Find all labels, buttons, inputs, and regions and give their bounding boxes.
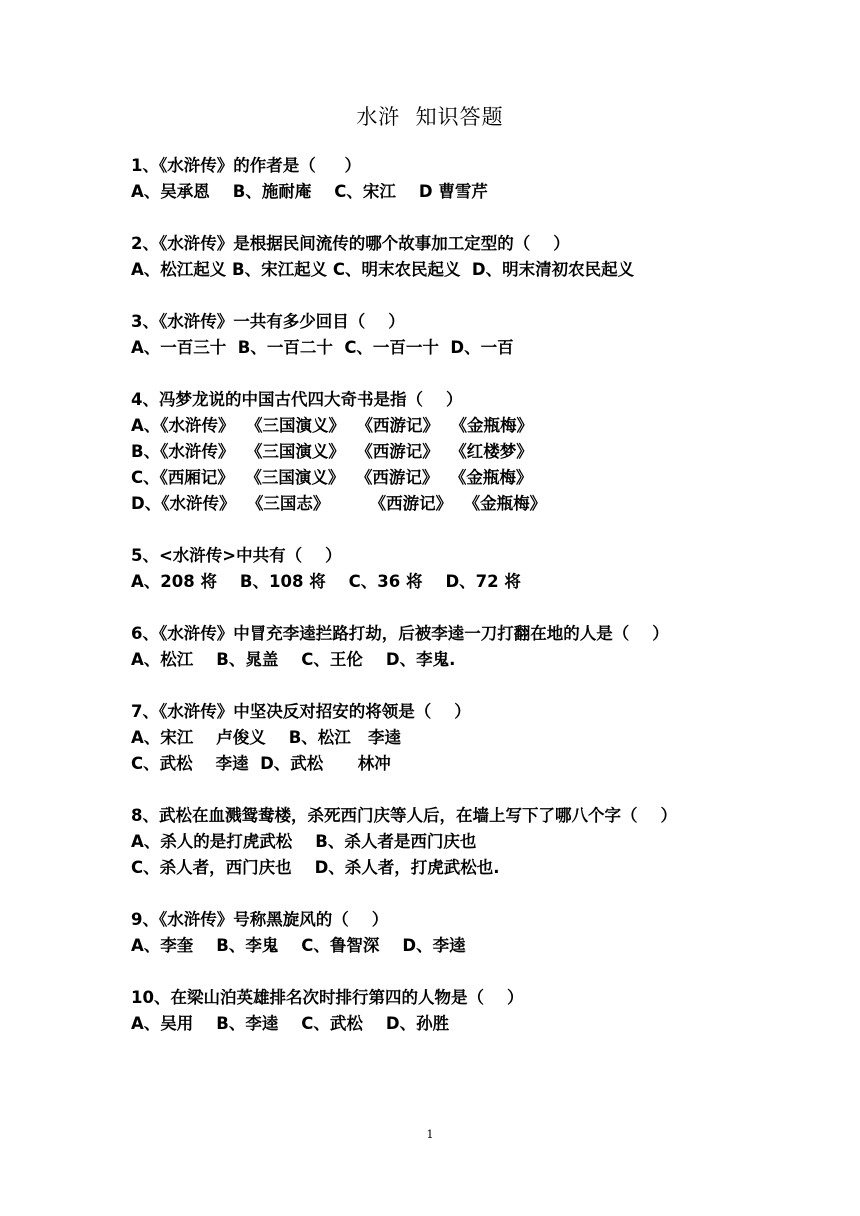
question-text: 2、《水浒传》是根据民间流传的哪个故事加工定型的（ ）: [131, 234, 570, 253]
question-text: 10、在梁山泊英雄排名次时排行第四的人物是（ ）: [131, 988, 524, 1007]
answer-options: A、松江 B、晁盖 C、王伦 D、李鬼.: [131, 650, 456, 669]
answer-options: A、一百三十 B、一百二十 C、一百一十 D、一百: [131, 338, 514, 357]
question-text: 9、《水浒传》号称黑旋风的（ ）: [131, 910, 389, 929]
question-5: [131, 543, 831, 595]
answer-options: A、吴用 B、李逵 C、武松 D、孙胜: [131, 1014, 450, 1033]
question-text: 7、《水浒传》中坚决反对招安的将领是（ ）: [131, 702, 471, 721]
question-text: 1、《水浒传》的作者是（ ）: [131, 156, 361, 175]
question-4: [131, 387, 831, 517]
answer-options: A、吴承恩 B、施耐庵 C、宋江 D 曹雪芹: [131, 182, 488, 201]
page-title: 水浒 知识答题: [356, 105, 504, 129]
question-text: 5、<水浒传>中共有（ ）: [131, 546, 342, 565]
answer-options: A、208 将 B、108 将 C、36 将 D、72 将: [131, 572, 521, 591]
question-text: 4、冯梦龙说的中国古代四大奇书是指（ ）: [131, 390, 463, 409]
answer-option-d: D、《水浒传》 《三国志》 《西游记》 《金瓶梅》: [131, 494, 547, 513]
question-10: [131, 985, 831, 1037]
question-7: [131, 699, 831, 777]
question-2: [131, 231, 831, 283]
answer-options: A、松江起义 B、宋江起义 C、明末农民起义 D、明末清初农民起义: [131, 260, 635, 279]
answer-options-ab: A、杀人的是打虎武松 B、杀人者是西门庆也: [131, 832, 477, 851]
question-text: 3、《水浒传》一共有多少回目（ ）: [131, 312, 405, 331]
question-9: [131, 907, 831, 959]
answer-options-ab: A、宋江 卢俊义 B、松江 李逵: [131, 728, 402, 747]
answer-options-cd: C、武松 李逵 D、武松 林冲: [131, 754, 391, 773]
question-3: [131, 309, 831, 361]
answer-options-cd: C、杀人者，西门庆也 D、杀人者，打虎武松也.: [131, 858, 500, 877]
question-6: [131, 621, 831, 673]
question-8: [131, 803, 831, 881]
answer-option-a: A、《水浒传》 《三国演义》 《西游记》 《金瓶梅》: [131, 416, 533, 435]
answer-options: A、李奎 B、李鬼 C、鲁智深 D、李逵: [131, 936, 466, 955]
answer-option-b: B、《水浒传》 《三国演义》 《西游记》 《红楼梦》: [131, 442, 533, 461]
question-1: [131, 153, 831, 205]
page-number: 1: [426, 1128, 434, 1141]
question-text: 8、武松在血溅鸳鸯楼，杀死西门庆等人后，在墙上写下了哪八个字（ ）: [131, 806, 677, 825]
answer-option-c: C、《西厢记》 《三国演义》 《西游记》 《金瓶梅》: [131, 468, 533, 487]
question-list: [131, 153, 831, 1063]
question-text: 6、《水浒传》中冒充李逵拦路打劫，后被李逵一刀打翻在地的人是（ ）: [131, 624, 669, 643]
